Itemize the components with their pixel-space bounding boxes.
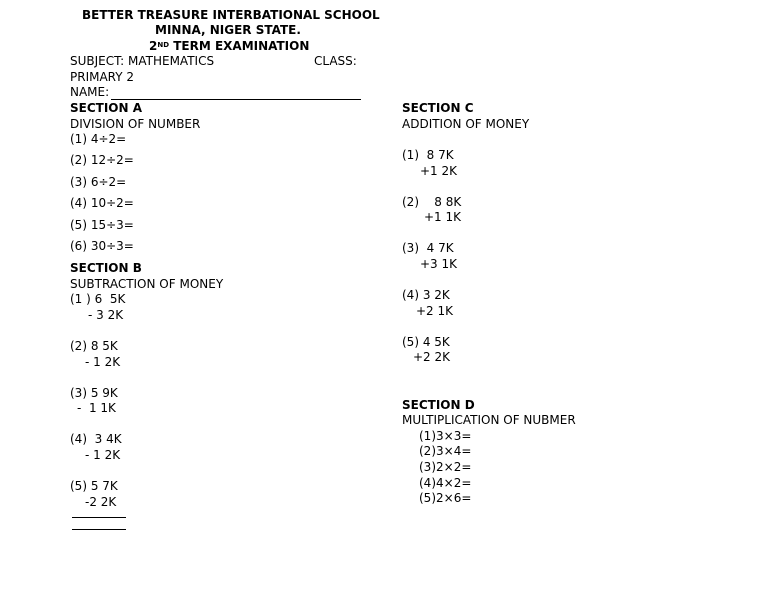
question-c3-line1: (3) 4 7K [402, 241, 454, 255]
question-b5-line1: (5) 5 7K [70, 479, 118, 493]
question-c4-line2: +2 1K [416, 304, 454, 318]
school-name: BETTER TREASURE INTERBATIONAL SCHOOL [82, 8, 380, 22]
school-location: MINNA, NIGER STATE. [155, 23, 301, 37]
question-b1-line1: (1 ) 6 5K [70, 292, 126, 306]
question-a1: (1) 4÷2= [70, 132, 127, 146]
question-a6: (6) 30÷3= [70, 239, 134, 253]
question-d1: (1)3×3= [419, 429, 472, 443]
term-number: 2 [149, 39, 158, 53]
subject-label: SUBJECT: MATHEMATICS [70, 54, 215, 68]
question-d2: (2)3×4= [419, 444, 472, 458]
question-c4-line1: (4) 3 2K [402, 288, 450, 302]
class-label: CLASS: [314, 54, 357, 68]
section-d-title: SECTION D [402, 398, 475, 412]
answer-line-bottom [72, 529, 126, 530]
question-d3: (3)2×2= [419, 460, 472, 474]
question-b5-line2: -2 2K [85, 495, 117, 509]
term-rest: TERM EXAMINATION [169, 39, 310, 53]
question-c5-line1: (5) 4 5K [402, 335, 450, 349]
section-b-topic: SUBTRACTION OF MONEY [70, 277, 224, 291]
question-b2-line2: - 1 2K [85, 355, 121, 369]
question-c2-line1: (2) 8 8K [402, 195, 462, 209]
question-b4-line2: - 1 2K [85, 448, 121, 462]
question-c1-line2: +1 2K [420, 164, 458, 178]
question-d4: (4)4×2= [419, 476, 472, 490]
question-a4: (4) 10÷2= [70, 196, 134, 210]
question-c1-line1: (1) 8 7K [402, 148, 454, 162]
answer-line-top [72, 517, 126, 518]
section-d-topic: MULTIPLICATION OF NUBMER [402, 413, 576, 427]
section-c-topic: ADDITION OF MONEY [402, 117, 530, 131]
exam-title [149, 39, 309, 54]
term-suffix: ND [157, 41, 170, 49]
question-c5-line2: +2 2K [413, 350, 451, 364]
question-b2-line1: (2) 8 5K [70, 339, 118, 353]
question-c3-line2: +3 1K [420, 257, 458, 271]
section-b-title: SECTION B [70, 261, 142, 275]
question-b1-line2: - 3 2K [88, 308, 124, 322]
question-b3-line2: - 1 1K [77, 401, 116, 415]
class-value: PRIMARY 2 [70, 70, 135, 84]
question-d5: (5)2×6= [419, 491, 472, 505]
question-a5: (5) 15÷3= [70, 218, 134, 232]
name-label: NAME: [70, 85, 110, 99]
question-b4-line1: (4) 3 4K [70, 432, 122, 446]
section-c-title: SECTION C [402, 101, 474, 115]
section-a-topic: DIVISION OF NUMBER [70, 117, 201, 131]
question-a3: (3) 6÷2= [70, 175, 127, 189]
name-underline [111, 99, 361, 100]
question-b3-line1: (3) 5 9K [70, 386, 118, 400]
question-a2: (2) 12÷2= [70, 153, 134, 167]
section-a-title: SECTION A [70, 101, 143, 115]
question-c2-line2: +1 1K [424, 210, 462, 224]
